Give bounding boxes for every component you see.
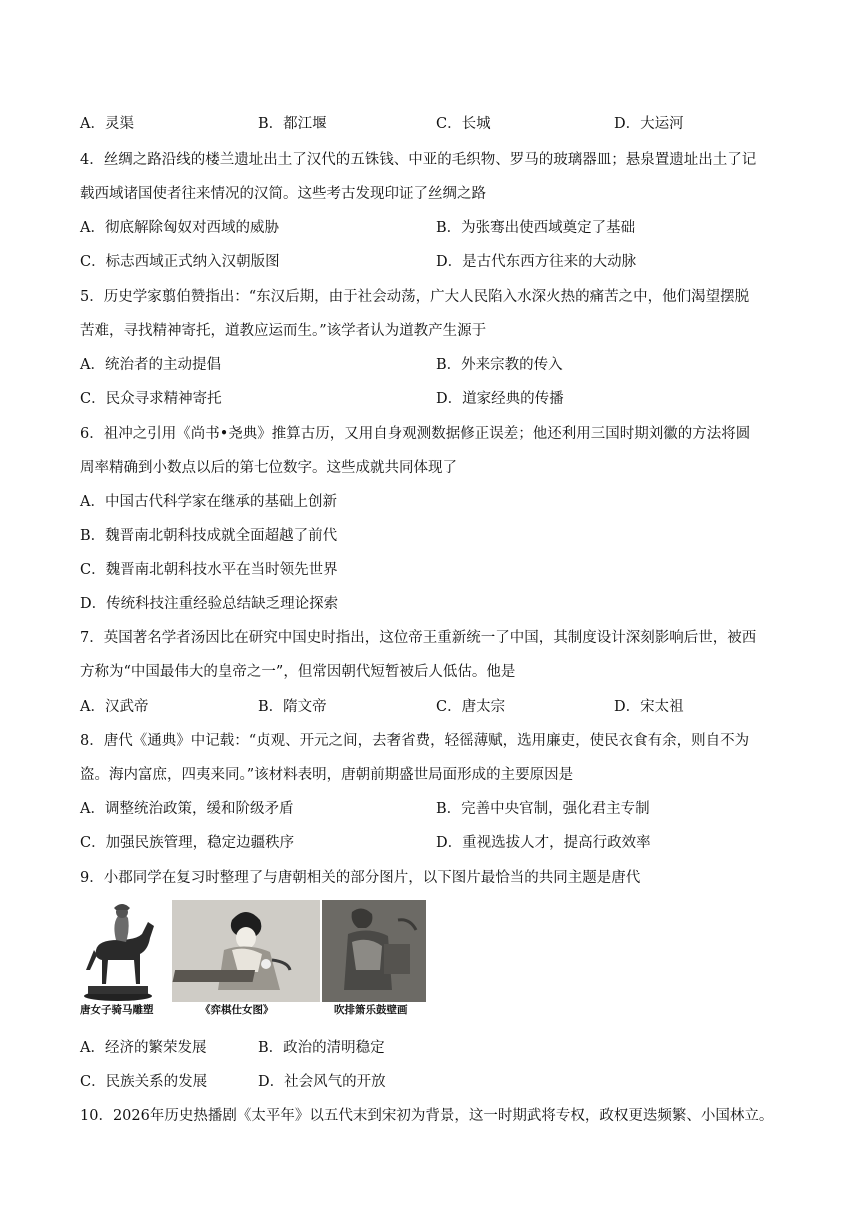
q9-option-d[interactable]: D．社会风气的开放 [258,1074,386,1090]
q4-stem-line1: 4．丝绸之路沿线的楼兰遗址出土了汉代的五铢钱、中亚的毛织物、罗马的玻璃器皿；悬泉置遗址出土了记 [80,152,757,168]
q9-option-c[interactable]: C．民族关系的发展 [80,1074,208,1090]
q5-stem-line1: 5．历史学家翦伯赞指出：“东汉后期，由于社会动荡，广大人民陷入水深火热的痛苦之中，他们渴望摆脱 [80,289,750,305]
q3-option-a[interactable]: A．灵渠 [80,116,134,132]
q9-option-a[interactable]: A．经济的繁荣发展 [80,1040,207,1056]
q5-option-a[interactable]: A．统治者的主动提倡 [80,357,221,373]
q7-option-b[interactable]: B．隋文帝 [258,699,327,715]
q7-stem-line1: 7．英国著名学者汤因比在研究中国史时指出，这位帝王重新统一了中国，其制度设计深刻影响后世，被西 [80,630,757,646]
horse-sculpture-image [78,900,168,1002]
q3-option-c[interactable]: C．长城 [436,116,491,132]
horse-sculpture-caption: 唐女子骑马雕塑 [80,1004,154,1016]
q4-option-a[interactable]: A．彻底解除匈奴对西域的威胁 [80,220,279,236]
q6-option-b[interactable]: B．魏晋南北朝科技成就全面超越了前代 [80,528,338,544]
q6-stem-line1: 6．祖冲之引用《尚书•尧典》推算古历，又用自身观测数据修正误差；他还利用三国时期刘徽的方法将圆 [80,426,751,442]
q5-option-d[interactable]: D．道家经典的传播 [436,391,564,407]
q8-option-d[interactable]: D．重视选拔人才，提高行政效率 [436,835,651,851]
panpipe-music-mural-image [322,900,426,1002]
q8-option-b[interactable]: B．完善中央官制，强化君主专制 [436,801,650,817]
q7-option-c[interactable]: C．唐太宗 [436,699,506,715]
q4-stem-line2: 载西域诸国使者往来情况的汉简。这些考古发现印证了丝绸之路 [80,186,486,202]
q8-stem-line2: 盗。海内富庶，四夷来同。”该材料表明，唐朝前期盛世局面形成的主要原因是 [80,767,574,783]
q6-option-a[interactable]: A．中国古代科学家在继承的基础上创新 [80,494,337,510]
q8-option-c[interactable]: C．加强民族管理，稳定边疆秩序 [80,835,295,851]
q10-stem-line1: 10．2026年历史热播剧《太平年》以五代末到宋初为背景，这一时期武将专权，政权更迭频繁、小国林立。 [80,1108,774,1124]
q6-option-c[interactable]: C．魏晋南北朝科技水平在当时领先世界 [80,562,338,578]
q4-option-b[interactable]: B．为张骞出使西域奠定了基础 [436,220,636,236]
go-playing-lady-painting-image [172,900,320,1002]
q7-option-d[interactable]: D．宋太祖 [614,699,684,715]
q5-stem-line2: 苦难，寻找精神寄托，道教应运而生。”该学者认为道教产生源于 [80,323,487,339]
q4-option-c[interactable]: C．标志西域正式纳入汉朝版图 [80,254,280,270]
q7-stem-line2: 方称为“中国最伟大的皇帝之一”，但常因朝代短暂被后人低估。他是 [80,664,516,680]
q8-stem-line1: 8．唐代《通典》中记载：“贞观、开元之间，去奢省费，轻徭薄赋，选用廉吏，使民衣食有余，则自不为 [80,733,750,749]
q3-option-b[interactable]: B．都江堰 [258,116,327,132]
go-playing-lady-caption: 《弈棋仕女图》 [200,1004,274,1016]
q3-option-d[interactable]: D．大运河 [614,116,684,132]
q4-option-d[interactable]: D．是古代东西方往来的大动脉 [436,254,637,270]
q7-option-a[interactable]: A．汉武帝 [80,699,149,715]
q8-option-a[interactable]: A．调整统治政策，缓和阶级矛盾 [80,801,294,817]
q9-option-b[interactable]: B．政治的清明稳定 [258,1040,385,1056]
q5-option-c[interactable]: C．民众寻求精神寄托 [80,391,222,407]
panpipe-music-mural-caption: 吹排箫乐鼓壁画 [334,1004,408,1016]
q9-stem: 9．小郡同学在复习时整理了与唐朝相关的部分图片，以下图片最恰当的共同主题是唐代 [80,870,641,886]
q5-option-b[interactable]: B．外来宗教的传入 [436,357,563,373]
q6-option-d[interactable]: D．传统科技注重经验总结缺乏理论探索 [80,596,339,612]
q6-stem-line2: 周率精确到小数点以后的第七位数字。这些成就共同体现了 [80,460,457,476]
